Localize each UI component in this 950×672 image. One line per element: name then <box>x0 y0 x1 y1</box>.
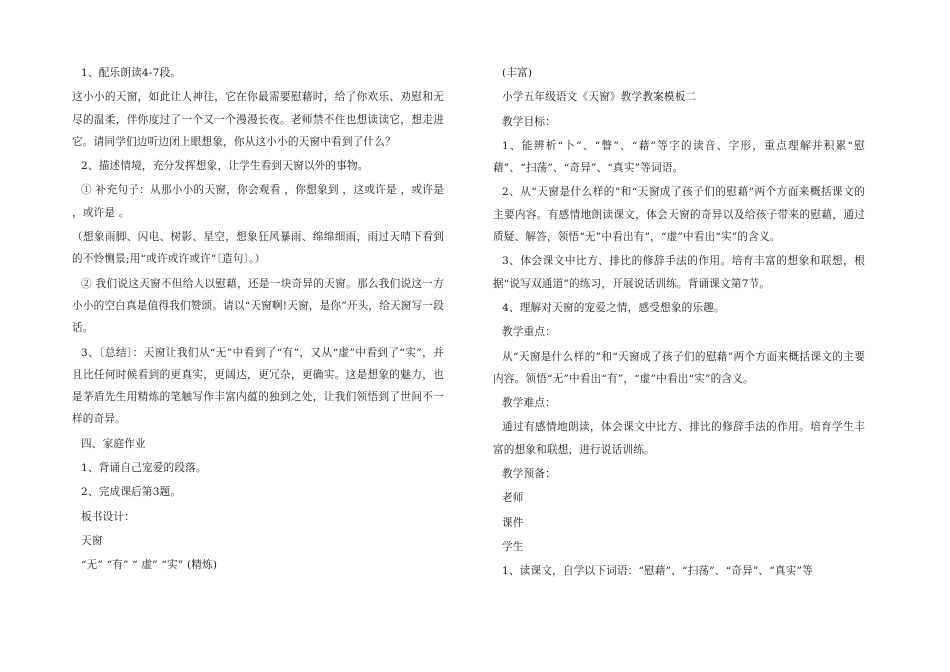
section-heading: 板书设计： <box>81 510 135 523</box>
board-line: “无” “有” “ 虚” “实” (精炼) <box>81 559 218 572</box>
board-title: 天窗 <box>81 534 103 547</box>
paragraph: ① 补充句子：从那小小的天窗，你会观看 ，你想象到 ，这或许是 ，或许是 ，或许是 。 <box>72 184 448 219</box>
document-title: 小学五年级语文《天窗》教学教案模板二 <box>502 91 697 104</box>
paragraph: 1、读课文，自学以下词语：“慰藉”、“扫荡”、“奇异”、“真实”等 <box>502 565 813 578</box>
paragraph: 1、能辨析“卜”、“瞥”、“藉”等字的读音、字形，重点理解并积累“慰藉”、“扫荡”、“奇异”、“真实”等词语。 <box>493 139 865 175</box>
left-column <box>72 62 448 579</box>
paragraph: 通过有感情地朗读，体会课文中比方、排比的修辞手法的作用。培育学生丰富的想象和联想，进行说话训练。 <box>493 421 865 456</box>
right-column <box>493 62 865 585</box>
paragraph: 3、体会课文中比方、排比的修辞手法的作用。培育丰富的想象和联想，根据“说写双通道”的练习，开展说话训练。背诵课文第7节。 <box>493 255 865 290</box>
paragraph: （想象雨脚、闪电、树影、星空，想象狂风暴雨、绵绵细雨，雨过天晴下看到的不怜恻景;用“或许或许或许”〔造句〕。） <box>72 231 444 266</box>
paragraph: 从“天窗是什么样的”和“天窗成了孩子们的慰藉”两个方面来概括课文的主要内容。领悟“无”中看出“有”，“虚”中看出“实”的含义。 <box>493 350 865 385</box>
paragraph: 2、描述情境，充分发挥想象，让学生看到天窗以外的事物。 <box>81 160 369 173</box>
section-heading: 教学目标： <box>502 115 556 128</box>
paragraph: 这小小的天窗，如此让人神往，它在你最需要慰藉时，给了你欢乐、劝慰和无尽的温柔，伴你度过了一个又一个漫漫长夜。老师禁不住也想读读它，想走进它。请同学们边听边闭上眼想象，你从这小小的天窗中看到了什么？ <box>72 91 444 148</box>
board-line: (丰富) <box>502 67 533 79</box>
paragraph: 4、理解对天窗的宠爱之情，感受想象的乐趣。 <box>502 301 725 314</box>
paragraph: 2、从“天窗是什么样的”和“天窗成了孩子们的慰藉”两个方面来概括课文的主要内容。有感情地朗读课文，体会天窗的奇异以及给孩子带来的慰藉，通过质疑、解答，领悟“无”中看出有”，“虚”中看出“实”的含义。 <box>493 186 865 244</box>
section-heading: 教学重点： <box>502 326 556 339</box>
paragraph: 2、完成课后第3题。 <box>81 486 182 499</box>
list-item: 学生 <box>502 540 524 553</box>
section-heading: 教学预备： <box>502 468 556 481</box>
section-heading: 教学难点： <box>502 397 556 410</box>
paragraph: ② 我们说这天窗不但给人以慰藉，还是一块奇异的天窗。那么我们说这一方小小的空白真是值得我们赞颂。请以“天窗啊!天窗，是你”开头，给天窗写一段话。 <box>72 277 444 335</box>
paragraph: 1、配乐朗读4-7段。 <box>81 67 182 79</box>
list-item: 课件 <box>502 516 524 529</box>
list-item: 老师 <box>502 492 524 505</box>
paragraph: 1、背诵自己宠爱的段落。 <box>81 462 207 475</box>
paragraph: 3、〔总结〕：天窗让我们从“无”中看到了“有”，又从“虚”中看到了“实”，并且比任何时候看到的更真实，更阔达，更冗杂，更确实。这是想象的魅力，也是茅盾先生用精炼的笔触写作丰富内蕴的独到之处，让我们领悟到了世间不一样的奇异。 <box>72 346 444 426</box>
section-heading: 四、家庭作业 <box>81 437 146 450</box>
